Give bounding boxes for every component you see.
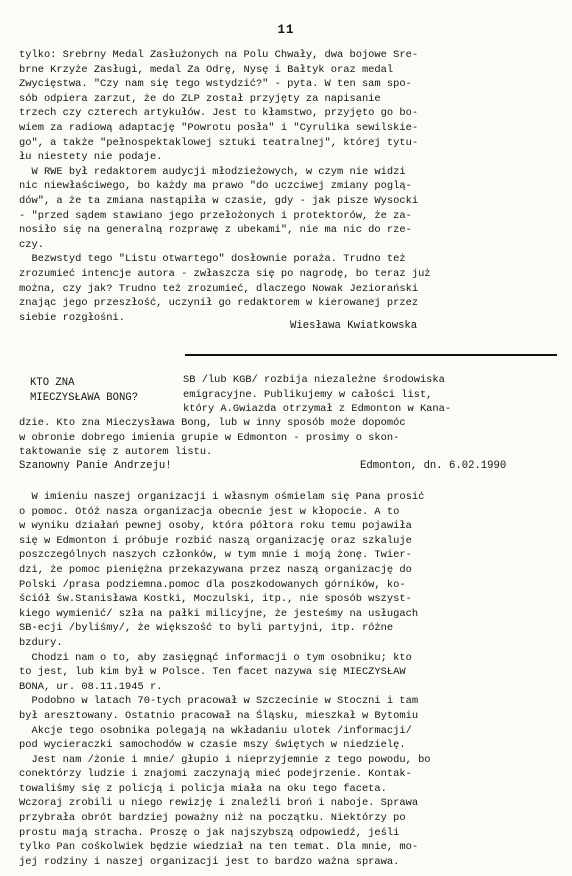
letter-line: jej rodziny i naszej organizacji jest to bardzo ważna sprawa. <box>19 855 400 868</box>
text-line: wiem za radiową adaptację "Powrotu posła" i "Cyrulika sewilskie- <box>19 121 419 134</box>
intro-line: emigracyjne. Publikujemy w całości list, <box>183 388 433 401</box>
heading-line: MIECZYSŁAWA BONG? <box>30 391 139 404</box>
letter-line: Jest nam /żonie i mnie/ głupio i nieprzyjemnie z tego powodu, bo <box>19 753 431 766</box>
letter-line: ściół św.Stanisława Kostki, Moczulski, itp., nie sposób wszyst- <box>19 593 412 606</box>
letter-line: Podobno w latach 70-tych pracował w Szczecinie w Stoczni i tam <box>19 695 419 708</box>
letter-line: przybrała obrót bardziej poważny niż na początku. Niektórzy po <box>19 812 406 825</box>
text-line: znając jego przeszłość, uczynił go redaktorem w kierowanej przez <box>19 297 419 310</box>
intro-line: taktowanie się z autorem listu. <box>19 446 213 459</box>
text-line: W RWE był redaktorem audycji młodzieżowych, w czym nie widzi <box>19 165 406 178</box>
letter-line: SB-ecji /byliśmy/, że większość to byli partyjni, itp. różne <box>19 622 394 635</box>
section-intro-continued <box>19 416 555 460</box>
text-line: nosiło się na generalną rozprawę z ubekami", nie ma nic do rze- <box>19 224 412 237</box>
letter-line: Wczoraj zrobili u niego rewizję i znaleźli broń i naboje. Sprawa <box>19 797 419 810</box>
text-line: - "przed sądem stawiano jego przełożonych i protektorów, że za- <box>19 209 412 222</box>
letter-line: towaliśmy się z policją i policja miała na oku tego faceta. <box>19 782 387 795</box>
letter-line: pod wycieraczki samochodów w czasie mszy świętych w niedzielę. <box>19 739 406 752</box>
letter-line: bzdury. <box>19 636 63 649</box>
letter-line: był aresztowany. Ostatnio pracował na Śląsku, mieszkał w Bytomiu <box>19 709 419 722</box>
letter-line: Polski /prasa podziemna.pomoc dla poszkodowanych górników, ko- <box>19 578 406 591</box>
text-line: dów", a że ta zmiana nastąpiła w czasie, gdy - jak pisze Wysocki <box>19 194 419 207</box>
intro-line: który A.Gwiazda otrzymał z Edmonton w Kana- <box>183 403 452 416</box>
text-line: go", a także "pełnospektaklowej sztuki teatralnej", której tytu- <box>19 136 419 149</box>
letter-line: w wyniku działań pewnej osoby, która półtora roku temu pojawiła <box>19 520 412 533</box>
text-line: czy. <box>19 238 44 251</box>
letter-line: się w Edmonton i próbuje rozbić naszą organizację oraz szkaluje <box>19 534 412 547</box>
letter-line: conektórzy ludzie i znajomi zaczynają mieć podejrzenie. Kontak- <box>19 768 412 781</box>
intro-line: SB /lub KGB/ rozbija niezależne środowiska <box>183 374 445 386</box>
letter-line: dzi, że pomoc pieniężna przekazywana przez naszą organizację do <box>19 563 412 576</box>
letter-line: Akcje tego osobnika polegają na wkładaniu ulotek /informacji/ <box>19 724 412 737</box>
letter-line: W imieniu naszej organizacji i własnym ośmielam się Pana prosić <box>19 491 425 503</box>
letter-body <box>19 490 555 869</box>
text-line: zrozumieć intencje autora - zwłaszcza się po nagrodę, bo teraz już <box>19 267 431 280</box>
section-divider <box>185 354 557 356</box>
text-line: Bezwstyd tego "Listu otwartego" dosłownie poraża. Trudno też <box>19 253 406 266</box>
intro-line: dzie. Kto zna Mieczysława Bong, lub w inny sposób może dopomóc <box>19 417 406 429</box>
letter-line: prostu mają stracha. Proszę o jak najszybszą odpowiedź, jeśli <box>19 826 400 839</box>
text-line: brne Krzyże Zasługi, medal Za Odrę, Nysę i Bałtyk oraz medal <box>19 63 394 76</box>
letter-line: to jest, lub kim był w Polsce. Ten facet nazywa się MIECZYSŁAW <box>19 666 406 679</box>
text-line: tylko: Srebrny Medal Zasłużonych na Polu Chwały, dwa bojowe Sre- <box>19 49 419 61</box>
page-number: 11 <box>277 23 295 37</box>
letter-line: o pomoc. Otóż nasza organizacja obecnie jest w kłopocie. A to <box>19 505 400 518</box>
text-line: nic niewłaściwego, bo każdy ma prawo "do uczciwej zmiany poglą- <box>19 180 412 193</box>
letter-place-date: Edmonton, dn. 6.02.1990 <box>360 460 507 472</box>
section-heading <box>30 376 138 405</box>
letter-line: poszczególnych naszych członków, w tym mnie i moją żonę. Twier- <box>19 549 412 562</box>
text-line: sób odpiera zarzut, że do ZLP został przyjęty za napisanie <box>19 92 381 105</box>
heading-line: KTO ZNA <box>30 377 75 389</box>
letter-line: tylko Pan cośkolwiek będzie wiedział na ten temat. Dla mnie, mo- <box>19 841 419 854</box>
letter-line: BONA, ur. 08.11.1945 r. <box>19 680 163 693</box>
text-line: można, czy jak? Trudno też zrozumieć, dlaczego Nowak Jeziorański <box>19 282 419 295</box>
text-line: trzech czy czterech artykułów. Jest to kłamstwo, przyjęto go bo- <box>19 107 419 120</box>
article-continuation <box>19 48 555 325</box>
author-signature: Wiesława Kwiatkowska <box>290 320 418 332</box>
text-line: Zwycięstwa. "Czy nam się tego wstydzić?" - pyta. W ten sam spo- <box>19 78 412 91</box>
letter-salutation: Szanowny Panie Andrzeju! <box>19 460 172 472</box>
section-intro <box>183 373 451 417</box>
intro-line: w obronie dobrego imienia grupie w Edmonton - prosimy o skon- <box>19 431 400 444</box>
letter-line: Chodzi nam o to, aby zasięgnąć informacji o tym osobniku; kto <box>19 651 412 664</box>
letter-line: kiego wymienić/ szła na pałki milicyjne, że jesteśmy na usługach <box>19 607 419 620</box>
text-line: łu niestety nie podaje. <box>19 151 163 164</box>
text-line: siebie rozgłośni. <box>19 311 126 324</box>
